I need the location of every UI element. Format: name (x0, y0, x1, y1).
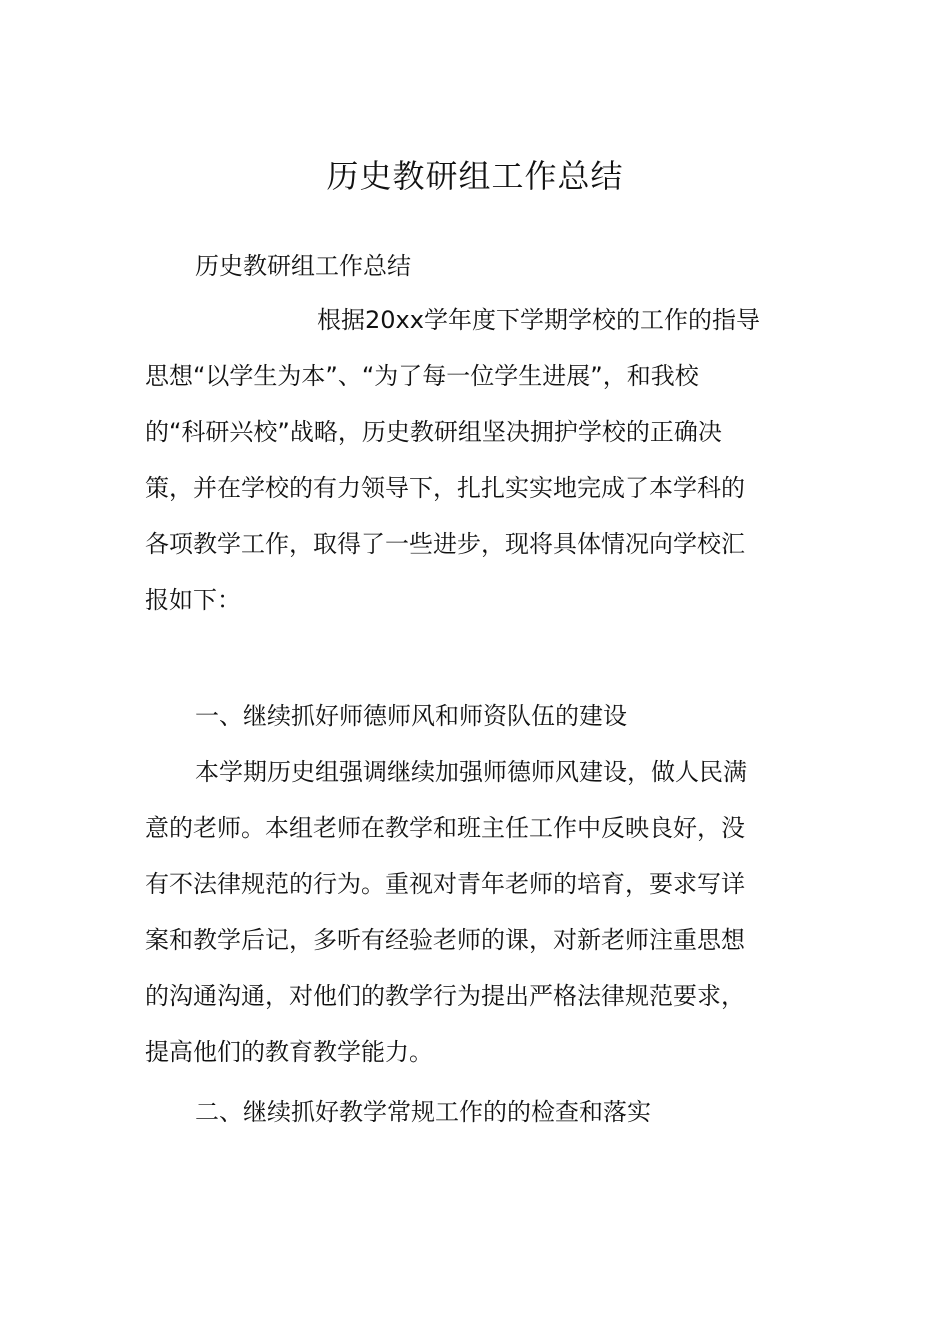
section-1-heading: 一、继续抓好师德师风和师资队伍的建设 (195, 702, 627, 730)
section-1-line: 的沟通沟通，对他们的教学行为提出严格法律规范要求， (145, 982, 745, 1010)
section-1-line: 有不法律规范的行为。重视对青年老师的培育，要求写详 (145, 870, 745, 898)
intro-line: 策，并在学校的有力领导下，扎扎实实地完成了本学科的 (145, 474, 745, 502)
intro-line: 报如下： (145, 586, 241, 614)
document-subtitle: 历史教研组工作总结 (195, 252, 411, 280)
intro-line: 思想“以学生为本”、“为了每一位学生进展”，和我校 (145, 362, 699, 390)
intro-paragraph (145, 292, 805, 628)
document-subtitle-block (145, 238, 805, 294)
intro-line: 各项教学工作，取得了一些进步，现将具体情况向学校汇 (145, 530, 745, 558)
section-1-line: 意的老师。本组老师在教学和班主任工作中反映良好，没 (145, 814, 745, 842)
section-1-line: 案和教学后记，多听有经验老师的课，对新老师注重思想 (145, 926, 745, 954)
section-1 (145, 688, 805, 1080)
document-title: 历史教研组工作总结 (326, 157, 624, 195)
intro-line: 根据20xx学年度下学期学校的工作的指导 (317, 306, 760, 334)
section-2-heading: 二、继续抓好教学常规工作的的检查和落实 (195, 1098, 651, 1126)
section-1-line: 提高他们的教育教学能力。 (145, 1038, 433, 1066)
intro-line: 的“科研兴校”战略，历史教研组坚决拥护学校的正确决 (145, 418, 722, 446)
section-1-line: 本学期历史组强调继续加强师德师风建设，做人民满 (195, 758, 747, 786)
section-2 (145, 1084, 805, 1140)
